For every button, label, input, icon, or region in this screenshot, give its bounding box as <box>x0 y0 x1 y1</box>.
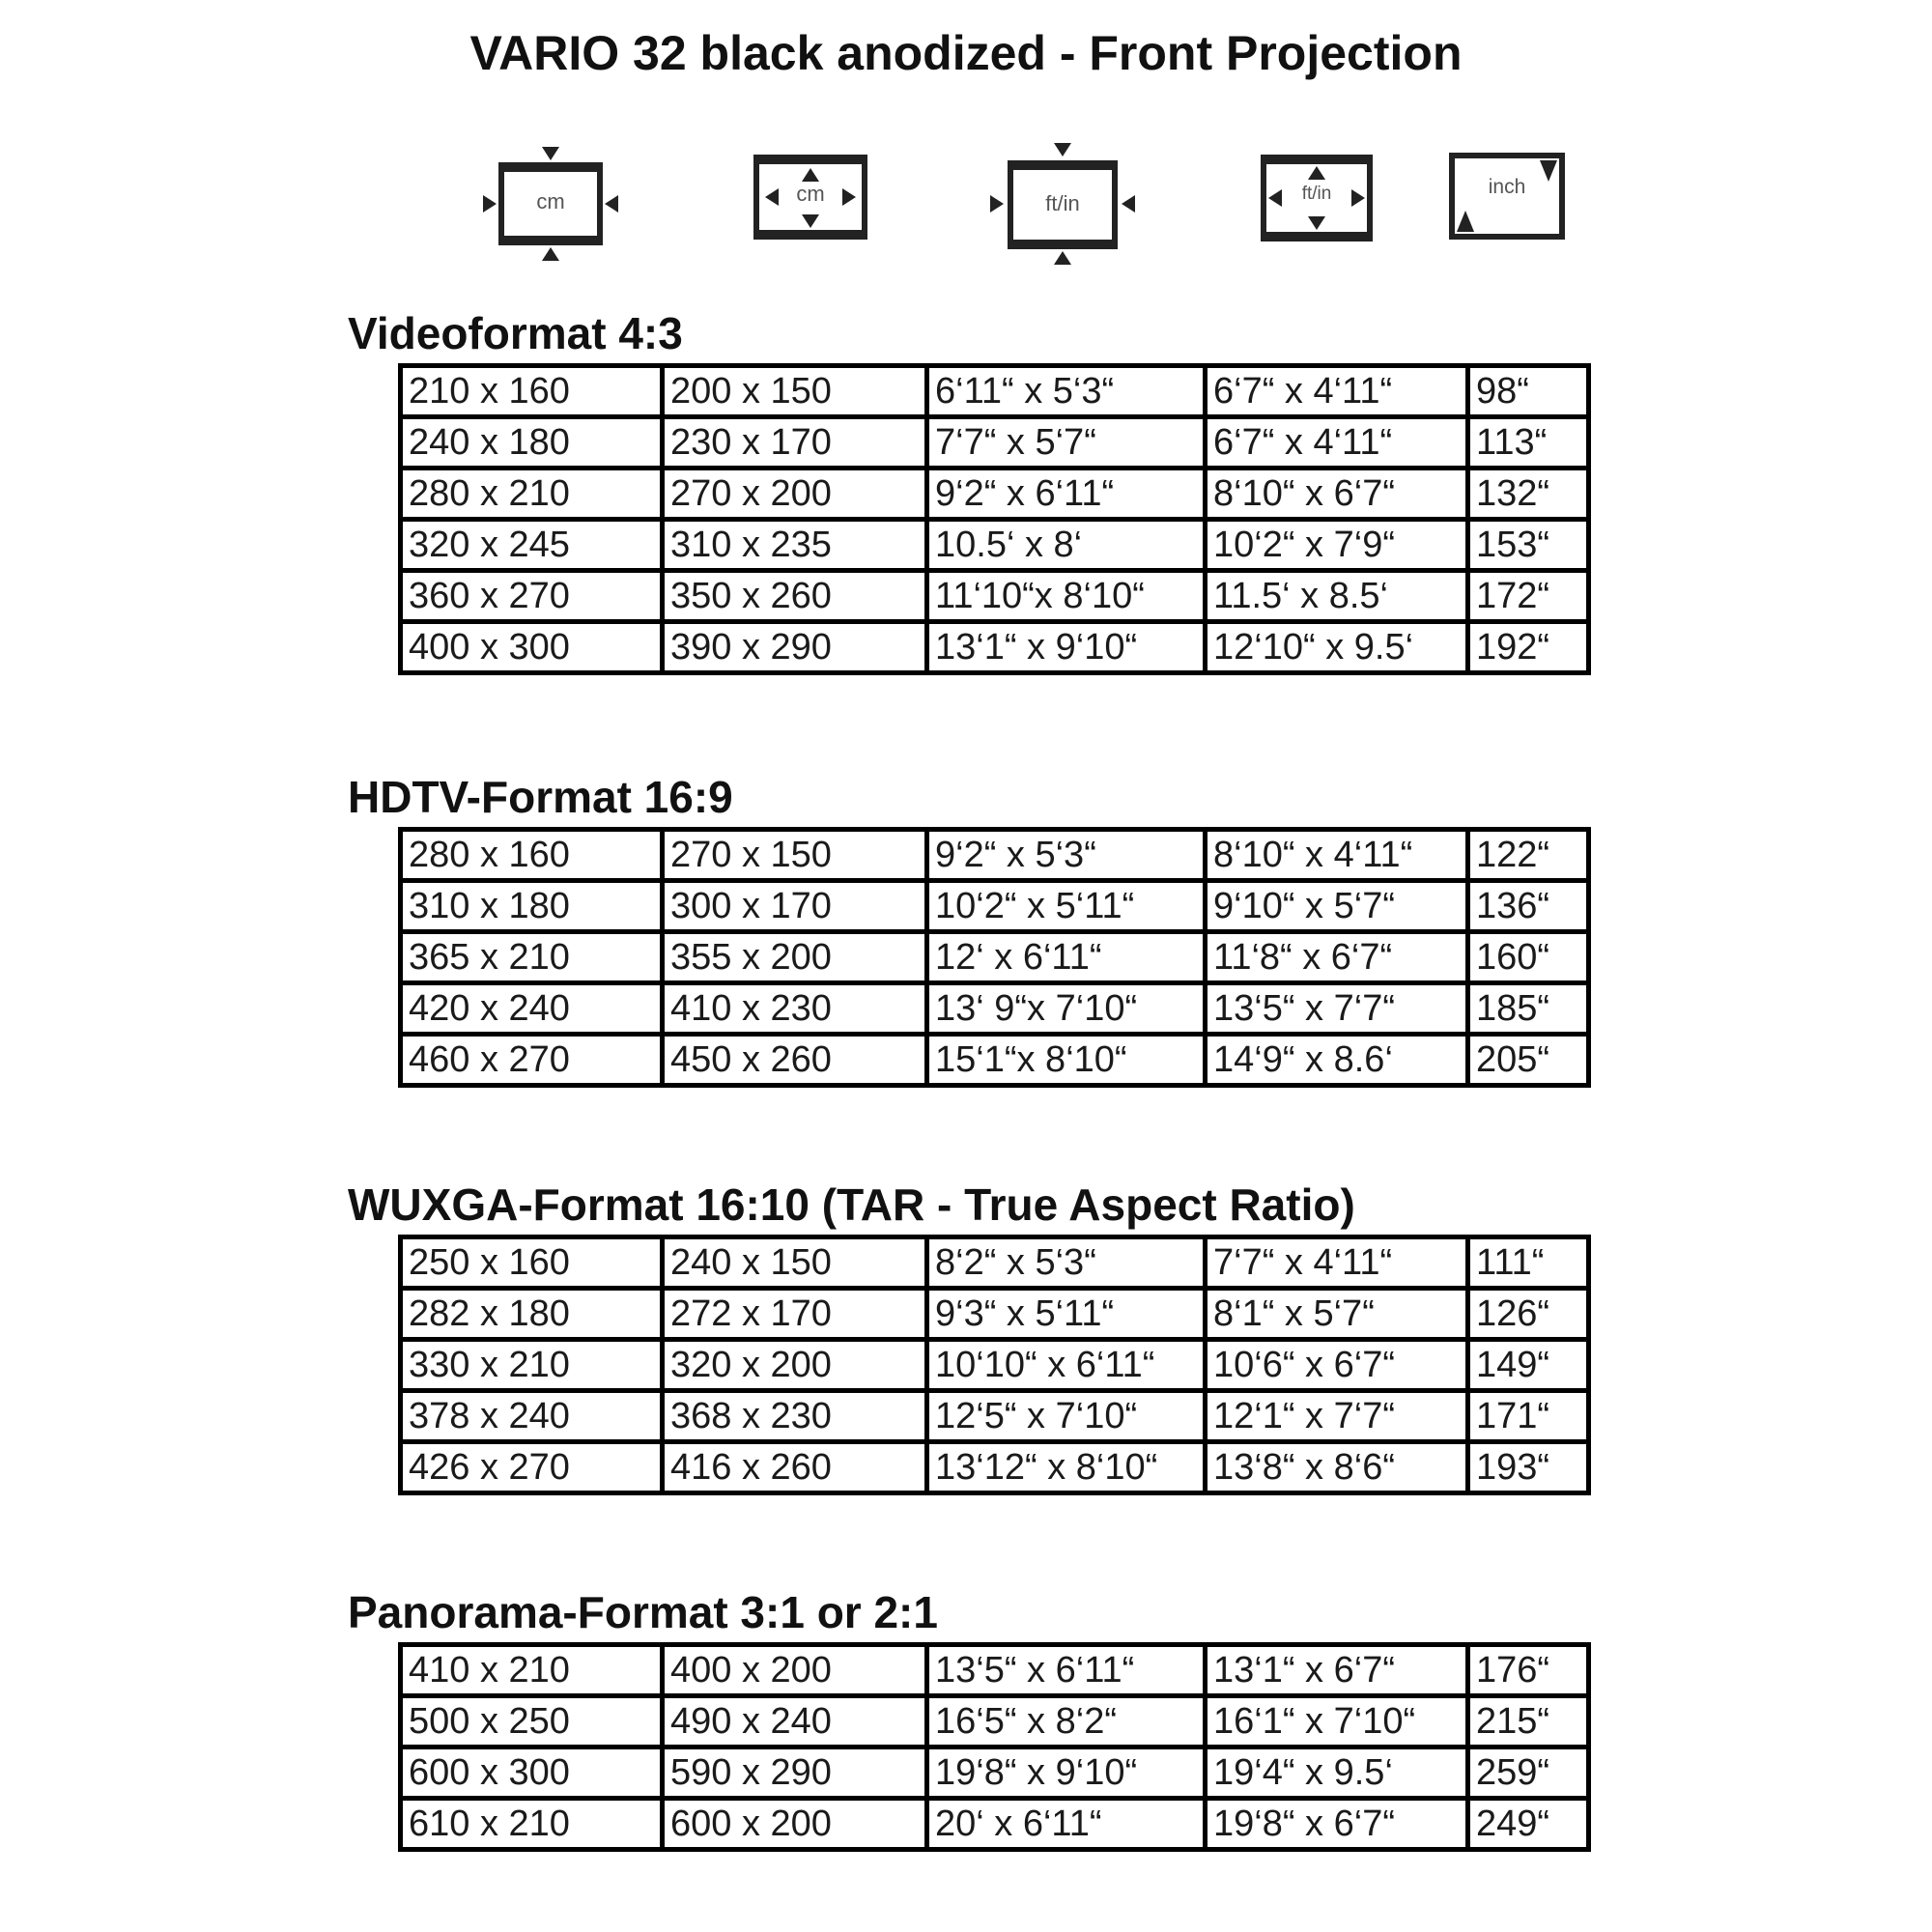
icon-label: cm <box>796 182 825 206</box>
cell-diagonal-inch: 132“ <box>1468 469 1589 520</box>
cell-diagonal-inch: 122“ <box>1468 830 1589 881</box>
section-heading-panorama: Panorama-Format 3:1 or 2:1 <box>348 1587 938 1637</box>
spec-table-hdtv <box>398 827 1591 1088</box>
frame-outer-size-ftin-icon <box>990 143 1135 265</box>
cell-diagonal-inch: 98“ <box>1468 366 1589 417</box>
cell-frame-cm: 240 x 180 <box>401 417 663 469</box>
cell-image-ftin: 19‘4“ x 9.5‘ <box>1206 1747 1468 1799</box>
cell-diagonal-inch: 193“ <box>1468 1442 1589 1493</box>
icon-label: ft/in <box>1045 191 1080 215</box>
cell-image-ftin: 13‘1“ x 6‘7“ <box>1206 1645 1468 1696</box>
cell-image-cm: 390 x 290 <box>663 622 927 673</box>
cell-image-cm: 240 x 150 <box>663 1237 927 1289</box>
cell-diagonal-inch: 185“ <box>1468 983 1589 1035</box>
table-row <box>401 1035 1589 1086</box>
cell-image-ftin: 11‘8“ x 6‘7“ <box>1206 932 1468 983</box>
cell-frame-cm: 280 x 160 <box>401 830 663 881</box>
cell-frame-cm: 330 x 210 <box>401 1340 663 1391</box>
cell-frame-cm: 310 x 180 <box>401 881 663 932</box>
cell-frame-ftin: 13‘12“ x 8‘10“ <box>927 1442 1206 1493</box>
cell-frame-ftin: 9‘2“ x 5‘3“ <box>927 830 1206 881</box>
spec-table-panorama <box>398 1642 1591 1852</box>
cell-image-cm: 450 x 260 <box>663 1035 927 1086</box>
cell-image-ftin: 13‘5“ x 7‘7“ <box>1206 983 1468 1035</box>
cell-frame-cm: 610 x 210 <box>401 1799 663 1850</box>
cell-frame-ftin: 10‘2“ x 5‘11“ <box>927 881 1206 932</box>
cell-image-ftin: 6‘7“ x 4‘11“ <box>1206 366 1468 417</box>
cell-frame-ftin: 16‘5“ x 8‘2“ <box>927 1696 1206 1747</box>
table-row <box>401 1340 1589 1391</box>
cell-image-cm: 270 x 200 <box>663 469 927 520</box>
section-heading-wuxga: WUXGA-Format 16:10 (TAR - True Aspect Ratio) <box>348 1179 1355 1230</box>
cell-diagonal-inch: 149“ <box>1468 1340 1589 1391</box>
cell-image-ftin: 7‘7“ x 4‘11“ <box>1206 1237 1468 1289</box>
table-row <box>401 622 1589 673</box>
page-title: VARIO 32 black anodized - Front Projection <box>469 26 1463 80</box>
table-row <box>401 1391 1589 1442</box>
cell-image-ftin: 6‘7“ x 4‘11“ <box>1206 417 1468 469</box>
cell-image-cm: 310 x 235 <box>663 520 927 571</box>
section-heading-hdtv: HDTV-Format 16:9 <box>348 772 733 822</box>
table-row <box>401 520 1589 571</box>
cell-image-cm: 368 x 230 <box>663 1391 927 1442</box>
cell-frame-cm: 360 x 270 <box>401 571 663 622</box>
table-row <box>401 1696 1589 1747</box>
cell-diagonal-inch: 111“ <box>1468 1237 1589 1289</box>
diagonal-inch-icon <box>1449 153 1565 240</box>
cell-image-cm: 400 x 200 <box>663 1645 927 1696</box>
cell-frame-ftin: 19‘8“ x 9‘10“ <box>927 1747 1206 1799</box>
cell-image-cm: 300 x 170 <box>663 881 927 932</box>
cell-image-ftin: 12‘10“ x 9.5‘ <box>1206 622 1468 673</box>
cell-diagonal-inch: 126“ <box>1468 1289 1589 1340</box>
cell-image-ftin: 9‘10“ x 5‘7“ <box>1206 881 1468 932</box>
cell-frame-ftin: 13‘ 9“x 7‘10“ <box>927 983 1206 1035</box>
cell-image-ftin: 16‘1“ x 7‘10“ <box>1206 1696 1468 1747</box>
cell-image-cm: 200 x 150 <box>663 366 927 417</box>
cell-image-cm: 600 x 200 <box>663 1799 927 1850</box>
cell-image-ftin: 13‘8“ x 8‘6“ <box>1206 1442 1468 1493</box>
cell-frame-ftin: 12‘5“ x 7‘10“ <box>927 1391 1206 1442</box>
cell-diagonal-inch: 192“ <box>1468 622 1589 673</box>
cell-diagonal-inch: 171“ <box>1468 1391 1589 1442</box>
spec-table-wuxga <box>398 1235 1591 1495</box>
cell-frame-ftin: 8‘2“ x 5‘3“ <box>927 1237 1206 1289</box>
table-row <box>401 881 1589 932</box>
cell-frame-ftin: 20‘ x 6‘11“ <box>927 1799 1206 1850</box>
cell-image-cm: 490 x 240 <box>663 1696 927 1747</box>
icon-label: cm <box>536 189 565 213</box>
cell-diagonal-inch: 205“ <box>1468 1035 1589 1086</box>
cell-image-ftin: 10‘6“ x 6‘7“ <box>1206 1340 1468 1391</box>
table-row <box>401 417 1589 469</box>
cell-frame-cm: 378 x 240 <box>401 1391 663 1442</box>
icon-label: inch <box>1488 176 1526 198</box>
cell-image-ftin: 8‘10“ x 4‘11“ <box>1206 830 1468 881</box>
table-row <box>401 1645 1589 1696</box>
cell-image-ftin: 12‘1“ x 7‘7“ <box>1206 1391 1468 1442</box>
cell-frame-cm: 426 x 270 <box>401 1442 663 1493</box>
icon-label: ft/in <box>1301 184 1332 204</box>
cell-diagonal-inch: 215“ <box>1468 1696 1589 1747</box>
cell-image-cm: 416 x 260 <box>663 1442 927 1493</box>
cell-frame-ftin: 10.5‘ x 8‘ <box>927 520 1206 571</box>
cell-frame-cm: 250 x 160 <box>401 1237 663 1289</box>
table-row <box>401 1747 1589 1799</box>
cell-image-ftin: 10‘2“ x 7‘9“ <box>1206 520 1468 571</box>
cell-image-cm: 350 x 260 <box>663 571 927 622</box>
cell-diagonal-inch: 249“ <box>1468 1799 1589 1850</box>
cell-diagonal-inch: 176“ <box>1468 1645 1589 1696</box>
frame-outer-size-cm-icon <box>483 147 618 261</box>
cell-frame-ftin: 7‘7“ x 5‘7“ <box>927 417 1206 469</box>
cell-image-ftin: 11.5‘ x 8.5‘ <box>1206 571 1468 622</box>
cell-frame-cm: 460 x 270 <box>401 1035 663 1086</box>
cell-frame-cm: 210 x 160 <box>401 366 663 417</box>
cell-frame-cm: 420 x 240 <box>401 983 663 1035</box>
cell-diagonal-inch: 172“ <box>1468 571 1589 622</box>
cell-frame-cm: 500 x 250 <box>401 1696 663 1747</box>
table-row <box>401 983 1589 1035</box>
cell-frame-ftin: 13‘5“ x 6‘11“ <box>927 1645 1206 1696</box>
cell-image-ftin: 14‘9“ x 8.6‘ <box>1206 1035 1468 1086</box>
unit-legend-icons <box>0 135 1932 270</box>
table-row <box>401 1799 1589 1850</box>
spec-table-videoformat <box>398 363 1591 675</box>
table-row <box>401 571 1589 622</box>
table-row <box>401 830 1589 881</box>
cell-image-ftin: 8‘10“ x 6‘7“ <box>1206 469 1468 520</box>
cell-frame-cm: 282 x 180 <box>401 1289 663 1340</box>
cell-frame-cm: 320 x 245 <box>401 520 663 571</box>
cell-frame-ftin: 11‘10“x 8‘10“ <box>927 571 1206 622</box>
cell-frame-ftin: 6‘11“ x 5‘3“ <box>927 366 1206 417</box>
cell-image-cm: 410 x 230 <box>663 983 927 1035</box>
cell-diagonal-inch: 113“ <box>1468 417 1589 469</box>
table-row <box>401 366 1589 417</box>
cell-image-cm: 355 x 200 <box>663 932 927 983</box>
section-heading-videoformat: Videoformat 4:3 <box>348 308 683 358</box>
cell-diagonal-inch: 136“ <box>1468 881 1589 932</box>
cell-image-cm: 590 x 290 <box>663 1747 927 1799</box>
table-row <box>401 1442 1589 1493</box>
cell-diagonal-inch: 153“ <box>1468 520 1589 571</box>
cell-diagonal-inch: 160“ <box>1468 932 1589 983</box>
cell-image-cm: 230 x 170 <box>663 417 927 469</box>
cell-frame-cm: 365 x 210 <box>401 932 663 983</box>
cell-frame-cm: 600 x 300 <box>401 1747 663 1799</box>
image-size-cm-icon <box>753 155 867 240</box>
table-row <box>401 1289 1589 1340</box>
cell-frame-cm: 280 x 210 <box>401 469 663 520</box>
cell-frame-ftin: 9‘3“ x 5‘11“ <box>927 1289 1206 1340</box>
cell-frame-cm: 410 x 210 <box>401 1645 663 1696</box>
cell-image-ftin: 19‘8“ x 6‘7“ <box>1206 1799 1468 1850</box>
cell-frame-ftin: 12‘ x 6‘11“ <box>927 932 1206 983</box>
cell-diagonal-inch: 259“ <box>1468 1747 1589 1799</box>
cell-image-ftin: 8‘1“ x 5‘7“ <box>1206 1289 1468 1340</box>
cell-image-cm: 270 x 150 <box>663 830 927 881</box>
cell-frame-ftin: 13‘1“ x 9‘10“ <box>927 622 1206 673</box>
cell-frame-ftin: 15‘1“x 8‘10“ <box>927 1035 1206 1086</box>
cell-image-cm: 272 x 170 <box>663 1289 927 1340</box>
table-row <box>401 932 1589 983</box>
image-size-ftin-icon <box>1261 155 1373 242</box>
cell-frame-ftin: 10‘10“ x 6‘11“ <box>927 1340 1206 1391</box>
cell-frame-ftin: 9‘2“ x 6‘11“ <box>927 469 1206 520</box>
table-row <box>401 469 1589 520</box>
table-row <box>401 1237 1589 1289</box>
cell-image-cm: 320 x 200 <box>663 1340 927 1391</box>
cell-frame-cm: 400 x 300 <box>401 622 663 673</box>
